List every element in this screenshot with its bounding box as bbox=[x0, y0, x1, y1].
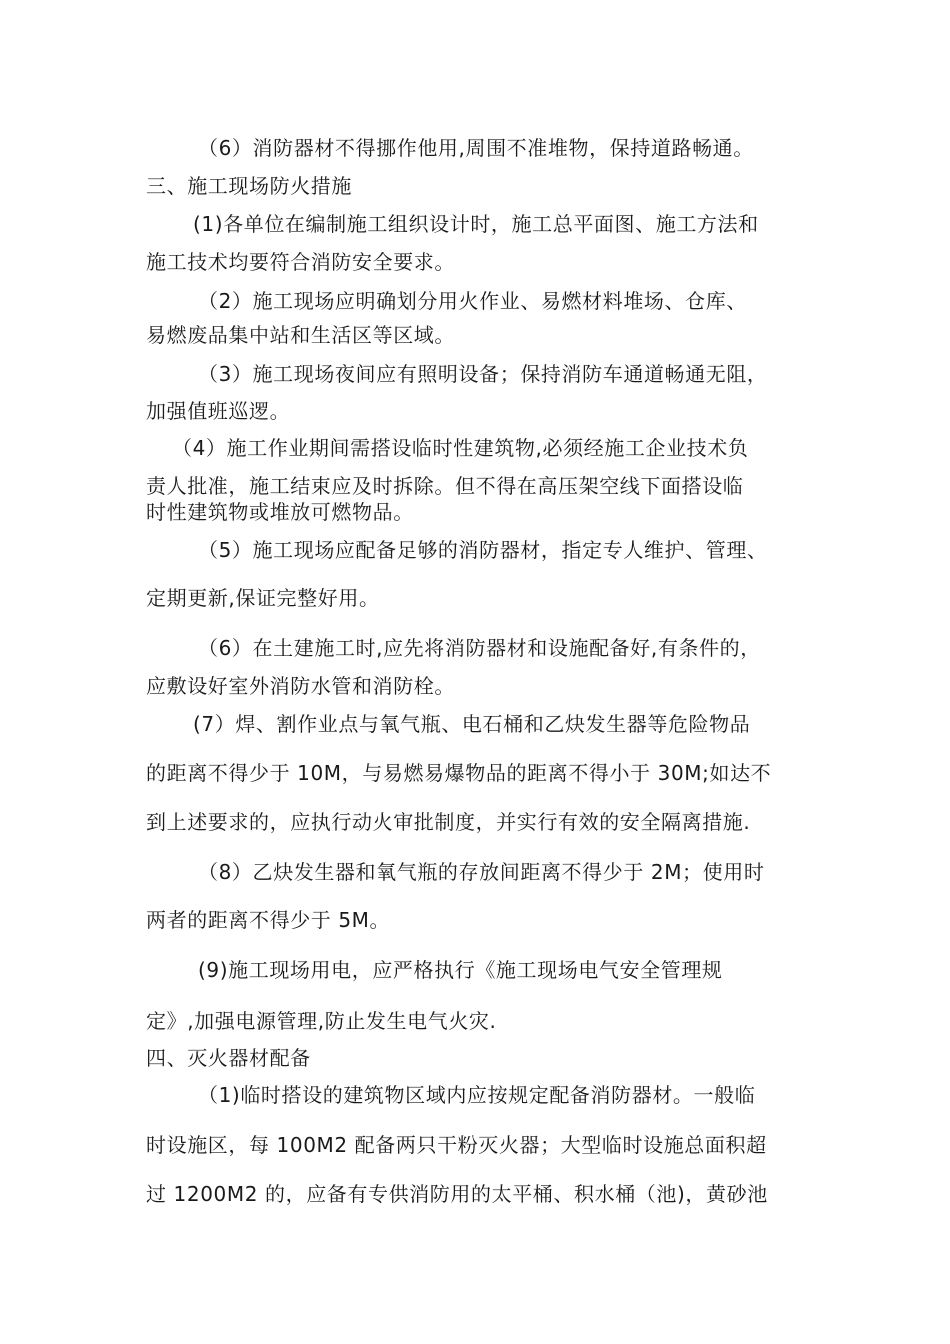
paragraph-4-line-2: 责人批准，施工结束应及时拆除。但不得在高压架空线下面搭设临 bbox=[146, 474, 744, 498]
paragraph-10-line-1: （1)临时搭设的建筑物区域内应按规定配备消防器材。一般临 bbox=[198, 1083, 756, 1107]
paragraph-10-line-2: 时设施区，每 100M2 配备两只干粉灭火器；大型临时设施总面积超 bbox=[146, 1133, 767, 1157]
paragraph-7-line-2: 的距离不得少于 10M，与易燃易爆物品的距离不得小于 30M;如达不 bbox=[146, 761, 772, 785]
paragraph-8-line-2: 两者的距离不得少于 5M。 bbox=[146, 908, 391, 932]
paragraph-9-line-2: 定》,加强电源管理,防止发生电气火灾. bbox=[146, 1009, 497, 1033]
paragraph-1-line-2: 施工技术均要符合消防安全要求。 bbox=[146, 250, 455, 274]
section-heading-3: 三、施工现场防火措施 bbox=[146, 174, 352, 198]
paragraph-6-line-1: （6）在土建施工时,应先将消防器材和设施配备好,有条件的， bbox=[198, 636, 761, 660]
paragraph-2-line-1: （2）施工现场应明确划分用火作业、易燃材料堆场、仓库、 bbox=[198, 289, 747, 313]
paragraph-10-line-3: 过 1200M2 的，应备有专供消防用的太平桶、积水桶（池)，黄砂池 bbox=[146, 1182, 768, 1206]
paragraph-2-line-2: 易燃废品集中站和生活区等区域。 bbox=[146, 323, 455, 347]
paragraph-7-line-1: (7）焊、割作业点与氧气瓶、电石桶和乙炔发生器等危险物品 bbox=[193, 712, 751, 736]
paragraph-3-line-2: 加强值班巡逻。 bbox=[146, 399, 291, 423]
paragraph-3-6: （6）消防器材不得挪作他用,周围不准堆物，保持道路畅通。 bbox=[198, 136, 754, 160]
paragraph-9-line-1: (9)施工现场用电，应严格执行《施工现场电气安全管理规 bbox=[198, 958, 723, 982]
paragraph-3-line-1: （3）施工现场夜间应有照明设备；保持消防车通道畅通无阻， bbox=[198, 362, 768, 386]
paragraph-4-line-3: 时性建筑物或堆放可燃物品。 bbox=[146, 500, 414, 524]
section-heading-4: 四、灭火器材配备 bbox=[146, 1046, 311, 1070]
paragraph-6-line-2: 应敷设好室外消防水管和消防栓。 bbox=[146, 674, 455, 698]
paragraph-8-line-1: （8）乙炔发生器和氧气瓶的存放间距离不得少于 2M；使用时 bbox=[198, 860, 765, 884]
paragraph-5-line-1: （5）施工现场应配备足够的消防器材，指定专人维护、管理、 bbox=[198, 538, 768, 562]
paragraph-5-line-2: 定期更新,保证完整好用。 bbox=[146, 586, 380, 610]
paragraph-4-line-1: （4）施工作业期间需搭设临时性建筑物,必须经施工企业技术负 bbox=[172, 436, 749, 460]
paragraph-7-line-3: 到上述要求的，应执行动火审批制度，并实行有效的安全隔离措施. bbox=[146, 810, 751, 834]
paragraph-1-line-1: (1)各单位在编制施工组织设计时，施工总平面图、施工方法和 bbox=[193, 212, 759, 236]
